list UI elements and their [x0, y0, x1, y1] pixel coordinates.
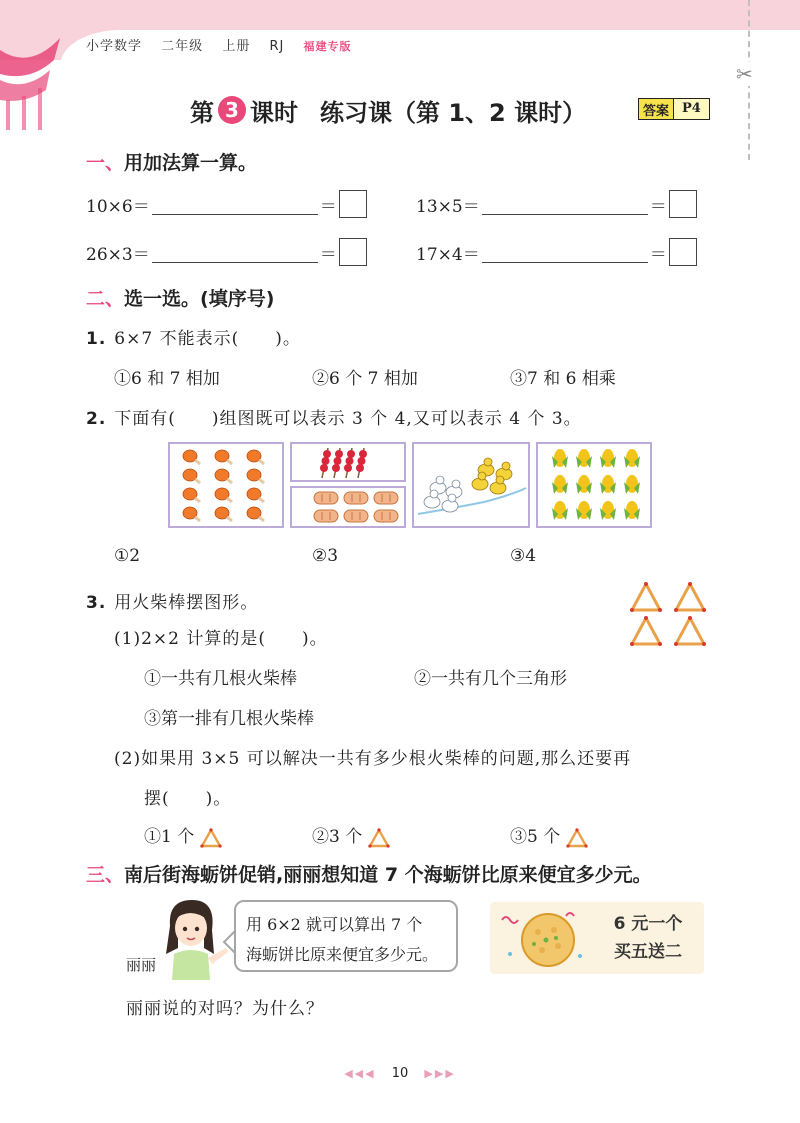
- equation-row: [86, 190, 367, 218]
- question-text: 下面有( )组图既可以表示 3 个 4,又可以表示 4 个 3。: [114, 409, 582, 429]
- final-question: 丽丽说的对吗？为什么？: [126, 999, 324, 1019]
- arrows-right-icon: ▶▶▶: [424, 1067, 456, 1080]
- answer-page: P4: [673, 99, 709, 119]
- option-text: ③5 个: [510, 827, 561, 847]
- book-header: [86, 35, 365, 54]
- triangle-icon: [566, 828, 588, 848]
- answer-blank[interactable]: [482, 194, 648, 215]
- drumstick-icon: [170, 444, 282, 526]
- character-name: 丽丽: [126, 956, 157, 974]
- answer-blank[interactable]: [152, 242, 318, 263]
- question-number: 1.: [86, 329, 107, 349]
- duck-group-image: [412, 442, 530, 528]
- sub-question-2-line-1: (2)如果用 3×5 可以解决一共有多少根火柴棒的问题,那么还要再: [114, 749, 632, 769]
- option: [144, 822, 222, 848]
- answer-label: 答案: [643, 103, 670, 119]
- question-number: 3.: [86, 593, 107, 613]
- section-1-text: 用加法算一算。: [124, 152, 258, 174]
- section-3-number: 三、: [86, 864, 125, 886]
- sub-question-2-line-2: 摆( )。: [144, 789, 232, 809]
- question-number: 2.: [86, 409, 107, 429]
- drumstick-group-image: [168, 442, 284, 528]
- title-name: 练习课（第 1、2 课时）: [320, 98, 587, 127]
- page-number: 10: [391, 1066, 409, 1081]
- section-2-text: 选一选。(填序号): [124, 288, 275, 310]
- header-edition-code: RJ: [269, 39, 285, 54]
- question-2: [86, 404, 582, 429]
- section-2-number: 二、: [86, 288, 125, 310]
- matchstick-triangles-image: [628, 580, 712, 650]
- equation-row: [416, 238, 697, 266]
- header-subject: 小学数学: [86, 39, 143, 54]
- equation-label: 10×6＝: [86, 196, 150, 217]
- speech-bubble: [234, 900, 458, 972]
- header-edition-name: 福建专版: [303, 40, 352, 53]
- option: ③7 和 6 相乘: [510, 369, 616, 389]
- answer-box[interactable]: [339, 238, 367, 266]
- skewer-icon: [292, 444, 404, 480]
- section-1-title: [86, 148, 257, 175]
- question-3: [86, 588, 258, 613]
- skewer-group-image: [290, 442, 406, 482]
- promo-sign: [490, 902, 704, 974]
- answer-blank[interactable]: [482, 242, 648, 263]
- equals-sign: ＝: [649, 244, 667, 265]
- option: ③第一排有几根火柴棒: [144, 709, 314, 729]
- promo-text: [598, 910, 698, 966]
- equals-sign: ＝: [649, 196, 667, 217]
- answer-box[interactable]: [339, 190, 367, 218]
- option: ③4: [510, 546, 537, 566]
- question-1: [86, 324, 301, 349]
- option-text: ②3 个: [312, 827, 363, 847]
- title-prefix: 第: [190, 98, 214, 127]
- corn-icon: [538, 444, 650, 526]
- equation-label: 17×4＝: [416, 244, 480, 265]
- question-text: 6×7 不能表示( )。: [114, 329, 301, 349]
- section-3-title: [86, 860, 652, 887]
- scissors-icon: ✂: [736, 62, 753, 86]
- option: ②一共有几个三角形: [414, 669, 567, 689]
- duck-icon: [414, 444, 528, 526]
- arrows-left-icon: ◀◀◀: [344, 1067, 376, 1080]
- equals-sign: ＝: [319, 244, 337, 265]
- pagoda-roof-icon: [0, 30, 70, 130]
- answer-blank[interactable]: [152, 194, 318, 215]
- speech-line-1: 用 6×2 就可以算出 7 个: [246, 915, 423, 934]
- page-title: [190, 90, 586, 130]
- triangle-icon: [368, 828, 390, 848]
- oyster-cake-icon: [496, 906, 596, 970]
- answer-box[interactable]: [669, 238, 697, 266]
- triangle-icon: [200, 828, 222, 848]
- equation-label: 13×5＝: [416, 196, 480, 217]
- girl-character-image: [150, 896, 230, 980]
- option: ②6 个 7 相加: [312, 369, 418, 389]
- question-text: 用火柴棒摆图形。: [114, 593, 259, 613]
- corn-group-image: [536, 442, 652, 528]
- option: ①6 和 7 相加: [114, 369, 220, 389]
- option-text: ①1 个: [144, 827, 195, 847]
- section-3-text: 南后街海蛎饼促销,丽丽想知道 7 个海蛎饼比原来便宜多少元。: [124, 864, 652, 886]
- lesson-number-badge: 3: [218, 96, 246, 124]
- answer-tag[interactable]: [638, 98, 710, 120]
- sausage-icon: [292, 488, 404, 526]
- promo-price: 6 元一个: [613, 914, 683, 934]
- title-suffix: 课时: [250, 98, 298, 127]
- sub-question-1: (1)2×2 计算的是( )。: [114, 629, 328, 649]
- equation-row: [86, 238, 367, 266]
- equation-row: [416, 190, 697, 218]
- option: [312, 822, 390, 848]
- option: ②3: [312, 546, 339, 566]
- section-2-title: [86, 284, 274, 311]
- equals-sign: ＝: [319, 196, 337, 217]
- equation-label: 26×3＝: [86, 244, 150, 265]
- speech-line-2: 海蛎饼比原来便宜多少元。: [246, 945, 439, 964]
- header-grade: 二年级: [161, 39, 204, 54]
- promo-offer: 买五送二: [614, 942, 682, 962]
- header-volume: 上册: [222, 39, 251, 54]
- section-1-number: 一、: [86, 152, 125, 174]
- option: ①一共有几根火柴棒: [144, 669, 297, 689]
- page-footer: [0, 1066, 800, 1081]
- option: ①2: [114, 546, 141, 566]
- answer-box[interactable]: [669, 190, 697, 218]
- option: [510, 822, 588, 848]
- sausage-group-image: [290, 486, 406, 528]
